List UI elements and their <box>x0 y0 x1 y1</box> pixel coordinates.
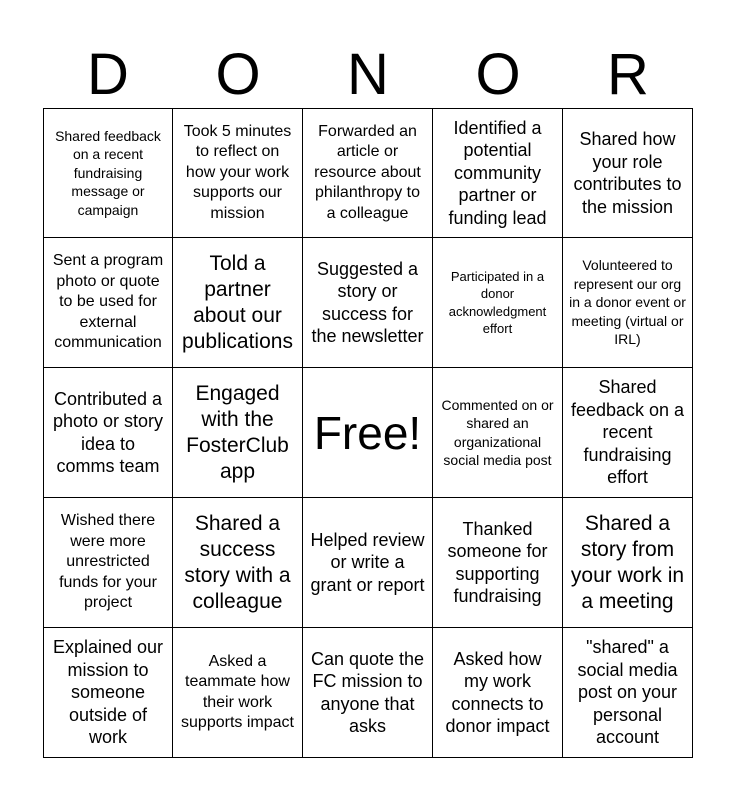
bingo-square[interactable] <box>433 498 563 628</box>
bingo-square[interactable] <box>173 498 303 628</box>
bingo-square-text: Shared a success story with a colleague <box>184 511 291 613</box>
bingo-square[interactable] <box>173 628 303 758</box>
bingo-square-text: Shared how your role contributes to the mission <box>573 129 682 217</box>
bingo-square-text: Thanked someone for supporting fundraising <box>447 518 548 606</box>
bingo-square[interactable] <box>43 108 173 238</box>
bingo-square[interactable] <box>433 368 563 498</box>
bingo-square-text: Identified a potential community partner or funding lead <box>448 117 547 228</box>
bingo-square[interactable] <box>173 368 303 498</box>
bingo-square-text: Shared a story from your work in a meeting <box>570 511 685 613</box>
bingo-square[interactable] <box>303 628 433 758</box>
bingo-square-text: Helped review or write a grant or report <box>310 529 425 595</box>
free-square[interactable] <box>303 368 433 498</box>
header-letter-r: R <box>607 42 649 107</box>
bingo-square[interactable] <box>43 368 173 498</box>
bingo-square[interactable] <box>433 628 563 758</box>
bingo-square[interactable] <box>173 108 303 238</box>
bingo-square-text: Took 5 minutes to reflect on how your work supports our mission <box>183 122 292 222</box>
bingo-square-text: Forwarded an article or resource about philanthropy to a colleague <box>314 122 421 222</box>
bingo-square-text: Engaged with the FosterClub app <box>186 381 289 483</box>
bingo-square[interactable] <box>563 368 693 498</box>
bingo-square-text: Can quote the FC mission to anyone that asks <box>310 648 425 736</box>
bingo-square-text: Asked a teammate how their work supports impact <box>181 652 294 731</box>
bingo-square[interactable] <box>303 238 433 368</box>
bingo-square[interactable] <box>43 628 173 758</box>
bingo-square-text: Contributed a photo or story idea to comms team <box>52 388 164 476</box>
bingo-square-text: Commented on or shared an organizational social media post <box>441 396 554 468</box>
bingo-square[interactable] <box>43 498 173 628</box>
bingo-square[interactable] <box>563 628 693 758</box>
free-square-text: Free! <box>313 406 422 459</box>
bingo-square[interactable] <box>43 238 173 368</box>
bingo-square-text: Told a partner about our publications <box>182 251 293 353</box>
header-letter-d: D <box>87 42 129 107</box>
bingo-square-text: Participated in a donor acknowledgment effort <box>448 268 547 336</box>
bingo-square[interactable] <box>433 238 563 368</box>
bingo-square-text: Asked how my work connects to donor impact <box>445 648 550 736</box>
header-letter-n: N <box>347 42 389 107</box>
bingo-square[interactable] <box>563 108 693 238</box>
bingo-square[interactable] <box>303 498 433 628</box>
bingo-square-text: Sent a program photo or quote to be used for external communication <box>52 252 164 352</box>
bingo-square-text: Suggested a story or success for the newsletter <box>311 258 424 346</box>
bingo-square[interactable] <box>433 108 563 238</box>
bingo-board <box>43 108 693 758</box>
header-letter-o: O <box>215 42 261 107</box>
bingo-square-text: Wished there were more unrestricted funds for your project <box>59 512 157 612</box>
bingo-square[interactable] <box>563 498 693 628</box>
bingo-square-text: Shared feedback on a recent fundraising message or campaign <box>55 127 161 218</box>
bingo-square-text: "shared" a social media post on your personal account <box>577 637 678 748</box>
bingo-header <box>43 42 693 108</box>
bingo-square[interactable] <box>563 238 693 368</box>
bingo-square[interactable] <box>303 108 433 238</box>
bingo-square-text: Volunteered to represent our org in a donor event or meeting (virtual or IRL) <box>569 257 686 348</box>
bingo-square[interactable] <box>173 238 303 368</box>
bingo-square-text: Explained our mission to someone outside of work <box>52 637 164 748</box>
header-letter-o-2: O <box>475 42 521 107</box>
bingo-square-text: Shared feedback on a recent fundraising effort <box>570 377 685 488</box>
